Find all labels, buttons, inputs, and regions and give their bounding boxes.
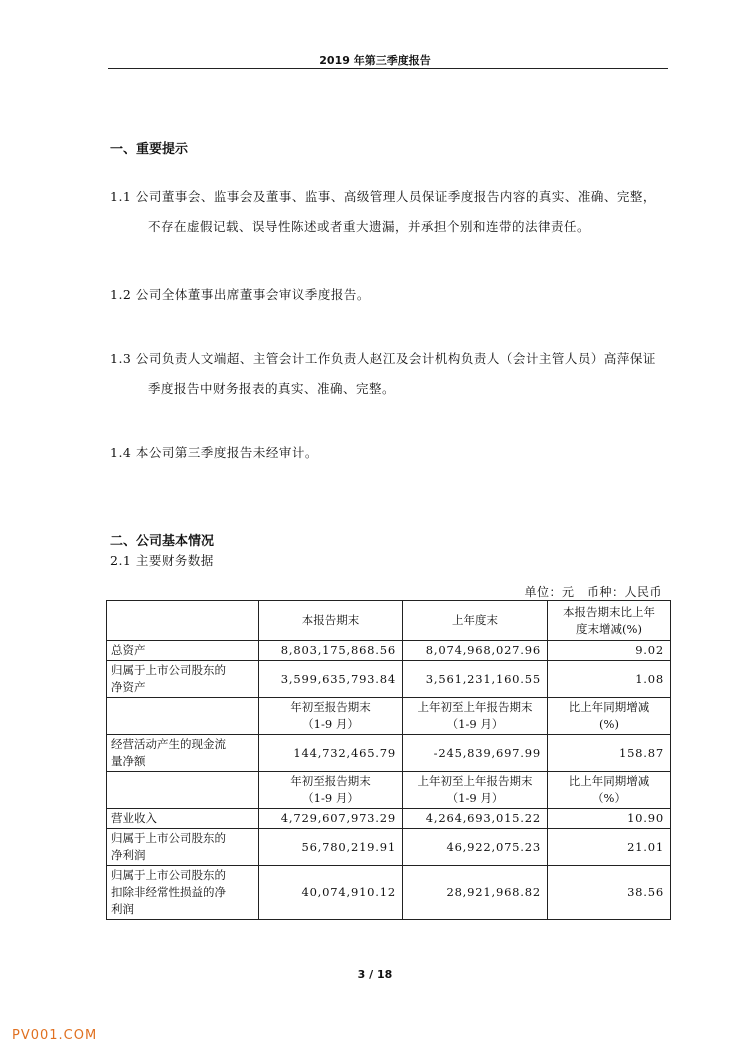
header-divider (108, 68, 668, 69)
table-cell: 4,264,693,015.22 (403, 809, 548, 829)
header-line: 比上年同期增减 (568, 774, 650, 788)
table-cell: 38.56 (548, 866, 671, 920)
table-row (107, 641, 671, 661)
table-cell: 4,729,607,973.29 (259, 809, 403, 829)
table-cell: 1.08 (548, 661, 671, 698)
label-line: 归属于上市公司股东的 (111, 868, 226, 882)
table-cell: -245,839,697.99 (403, 735, 548, 772)
header-line: （%） (592, 791, 626, 805)
label-line: 扣除非经常性损益的净 (111, 885, 226, 899)
paragraph-1-4: 1.4 本公司第三季度报告未经审计。 (110, 445, 318, 460)
table-cell: 3,599,635,793.84 (259, 661, 403, 698)
paragraph-1-1-line1: 1.1 公司董事会、监事会及董事、监事、高级管理人员保证季度报告内容的真实、准确、完整， (110, 189, 656, 204)
table-cell: 40,074,910.12 (259, 866, 403, 920)
header-line: 上年初至上年报告期末 (417, 700, 533, 714)
table-header-cell: 本报告期末 (259, 601, 403, 641)
header-line: 比上年同期增减 (568, 700, 650, 714)
paragraph-1-1 (110, 182, 670, 242)
header-line: 本报告期末比上年 (563, 604, 655, 619)
table-cell: 56,780,219.91 (259, 829, 403, 866)
section-heading-basic: 二、公司基本情况 (110, 534, 215, 549)
table-cell: 8,074,968,027.96 (403, 641, 548, 661)
table-cell: 21.01 (548, 829, 671, 866)
table-header-row (107, 698, 671, 735)
table-row (107, 866, 671, 920)
label-line: 净资产 (111, 680, 146, 694)
row-label: 总资产 (107, 641, 259, 661)
page-number: 3 / 18 (357, 968, 393, 981)
table-header-cell (548, 772, 671, 809)
table-cell: 144,732,465.79 (259, 735, 403, 772)
table-cell (107, 601, 259, 641)
row-label: 营业收入 (107, 809, 259, 829)
header-line: （1-9 月） (302, 717, 359, 731)
table-header-cell: 上年度末 (403, 601, 548, 641)
table-header-cell (403, 698, 548, 735)
table-header-row (107, 772, 671, 809)
paragraph-1-3 (110, 344, 670, 404)
label-line: 归属于上市公司股东的 (111, 831, 226, 845)
label-line: 归属于上市公司股东的 (111, 663, 226, 677)
site-watermark: PV001.COM (12, 1028, 98, 1043)
table-header-row (107, 601, 671, 641)
table-cell (107, 698, 259, 735)
unit-currency-note: 单位：元 币种：人民币 (524, 585, 662, 599)
row-label (107, 661, 259, 698)
header-line: （1-9 月） (302, 791, 359, 805)
table-row (107, 661, 671, 698)
label-line: 净利润 (111, 848, 146, 862)
header-line: 上年初至上年报告期末 (417, 774, 533, 788)
header-line: （1-9 月） (446, 717, 504, 731)
header-line: 度末增减(%) (576, 621, 642, 636)
table-row (107, 735, 671, 772)
row-label (107, 866, 259, 920)
report-title: 2019 年第三季度报告 (319, 54, 431, 67)
label-line: 经营活动产生的现金流 (111, 737, 226, 751)
table-cell: 8,803,175,868.56 (259, 641, 403, 661)
table-row (107, 809, 671, 829)
table-header-cell (259, 698, 403, 735)
row-label (107, 735, 259, 772)
paragraph-2-1: 2.1 主要财务数据 (110, 553, 214, 568)
row-label (107, 829, 259, 866)
header-line: (%) (599, 717, 619, 731)
header-line: 年初至报告期末 (290, 774, 371, 788)
table-cell: 46,922,075.23 (403, 829, 548, 866)
label-line: 利润 (111, 902, 134, 916)
paragraph-1-1-line2: 不存在虚假记载、误导性陈述或者重大遗漏，并承担个别和连带的法律责任。 (148, 219, 591, 234)
paragraph-1-3-line2: 季度报告中财务报表的真实、准确、完整。 (148, 381, 396, 396)
table-row (107, 829, 671, 866)
table-header-cell (259, 772, 403, 809)
header-line: （1-9 月） (446, 791, 504, 805)
table-cell: 158.87 (548, 735, 671, 772)
table-header-cell (403, 772, 548, 809)
header-line: 年初至报告期末 (290, 700, 371, 714)
label-line: 量净额 (111, 754, 146, 768)
table-header-cell (548, 698, 671, 735)
paragraph-1-2: 1.2 公司全体董事出席董事会审议季度报告。 (110, 287, 370, 302)
table-cell: 9.02 (548, 641, 671, 661)
table-cell: 28,921,968.82 (403, 866, 548, 920)
financial-data-table (106, 600, 671, 920)
table-cell: 10.90 (548, 809, 671, 829)
table-cell (107, 772, 259, 809)
table-cell: 3,561,231,160.55 (403, 661, 548, 698)
table-header-cell (548, 601, 671, 641)
paragraph-1-3-line1: 1.3 公司负责人文端超、主管会计工作负责人赵江及会计机构负责人（会计主管人员）高萍保证 (110, 351, 656, 366)
section-heading-important: 一、重要提示 (110, 142, 189, 157)
